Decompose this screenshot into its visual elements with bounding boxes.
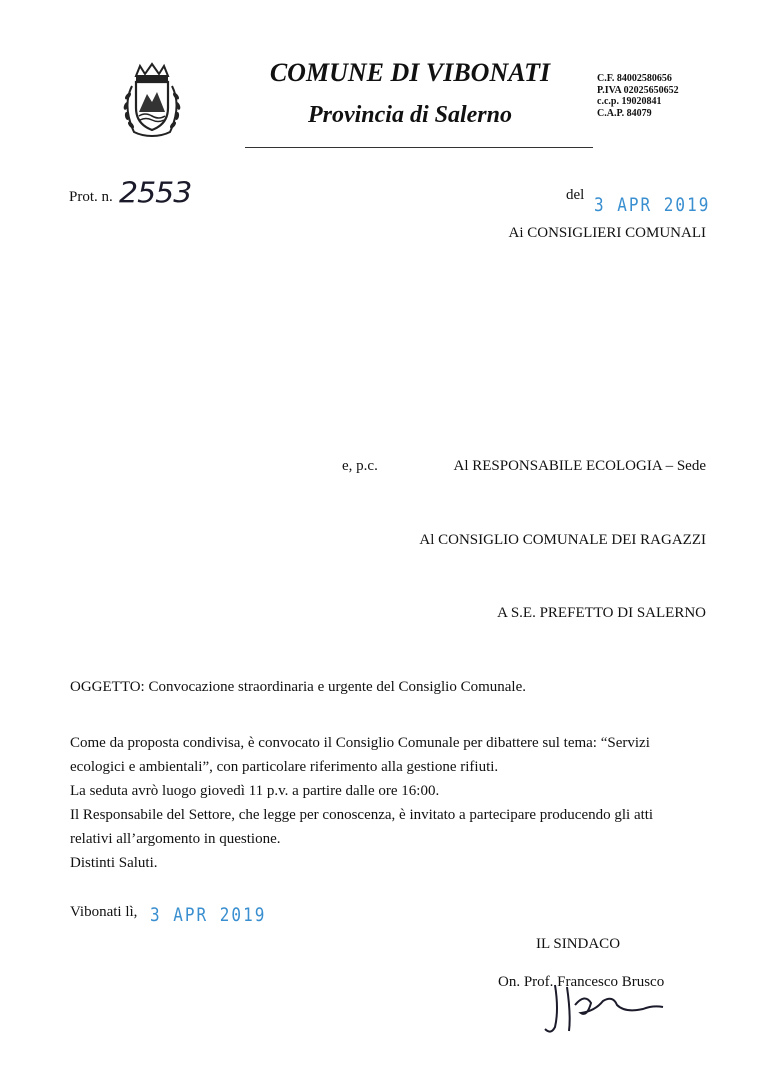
body-line: relativi all’argomento in questione. [70,831,281,847]
place-date-stamp: 3 APR 2019 [150,903,267,926]
handwritten-signature [525,965,675,1045]
municipality-title: COMUNE DI VIBONATI [269,58,551,87]
fiscal-info [597,73,679,119]
province-subtitle: Provincia di Salerno [307,102,512,128]
body-line: Come da proposta condivisa, è convocato il Consiglio Comunale per dibattere sul tema: “Servizi [70,735,650,751]
subject-line: OGGETTO: Convocazione straordinaria e urgente del Consiglio Comunale. [70,679,527,695]
cc-label: e, p.c. [342,458,378,474]
date-stamp: 3 APR 2019 [594,193,711,216]
body-line: La seduta avrò luogo giovedì 11 p.v. a partire dalle ore 16:00. [70,783,440,799]
cc-recipient-youth-council: Al CONSIGLIO COMUNALE DEI RAGAZZI [419,532,706,548]
postal-code: C.A.P. 84079 [597,107,652,119]
body-line: ecologici e ambientali”, con particolare riferimento alla gestione rifiuti. [70,759,499,775]
signer-name: On. Prof. Francesco Brusco [498,974,665,990]
letter-body [70,731,710,875]
date-label: del [566,187,585,203]
municipal-crest-icon [112,62,192,142]
signer-role: IL SINDACO [536,936,621,952]
header-divider [245,147,593,148]
tax-code: C.F. 84002580656 [597,73,672,84]
protocol-label: Prot. n. [69,189,113,205]
primary-recipient: Ai CONSIGLIERI COMUNALI [508,225,706,241]
postal-account: c.c.p. 19020841 [597,96,662,107]
body-line: Il Responsabile del Settore, che legge per conoscenza, è invitato a partecipare producendo gli atti [70,807,654,823]
vat-number: P.IVA 02025650652 [597,84,679,96]
place-label: Vibonati lì, [70,904,138,920]
cc-recipient-ecology: Al RESPONSABILE ECOLOGIA – Sede [453,458,706,474]
protocol-number: 2553 [119,176,192,211]
cc-recipient-prefect: A S.E. PREFETTO DI SALERNO [497,605,706,621]
closing-line: Distinti Saluti. [70,855,158,871]
